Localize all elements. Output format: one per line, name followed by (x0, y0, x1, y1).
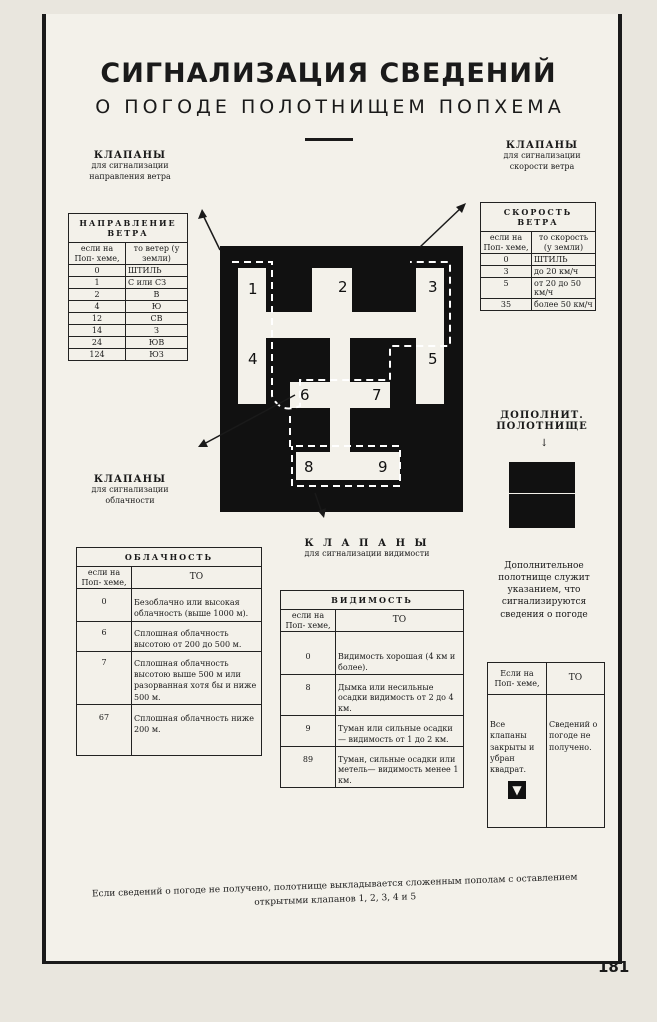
row-value: Видимость хорошая (4 км и более). (336, 632, 464, 675)
caption-title: ДОПОЛНИТ. ПОЛОТНИЩЕ (496, 410, 588, 432)
extra-table (487, 662, 605, 828)
row-code: 0 (281, 632, 336, 675)
col-then: ТО (336, 610, 464, 632)
row-code: 0 (69, 265, 126, 277)
row-value: СВ (126, 313, 188, 325)
row-code: 2 (69, 289, 126, 301)
cloud-table (76, 547, 262, 756)
flap-number: 2 (338, 278, 348, 296)
row-code: 0 (481, 254, 532, 266)
flap-number: 1 (248, 280, 258, 298)
row-value: Ю (126, 301, 188, 313)
col-if: если на Поп- хеме, (481, 232, 532, 254)
wind-direction-caption (70, 150, 190, 183)
page-title: СИГНАЛИЗАЦИЯ СВЕДЕНИЙ (100, 58, 557, 89)
table-header: НАПРАВЛЕНИЕ ВЕТРА (69, 214, 188, 243)
extra-panel (509, 462, 575, 528)
row-value: В (126, 289, 188, 301)
pointer-arrows (180, 195, 480, 525)
row-code: 7 (77, 651, 132, 704)
extra-note: Дополнительное полотнище служит указанием, что сигнализируются сведения о погоде (498, 561, 590, 620)
wind-direction-table (68, 213, 188, 361)
row-value: З (126, 325, 188, 337)
table-header: СКОРОСТЬ ВЕТРА (481, 203, 596, 232)
row-value: Сплошная облачность ниже 200 м. (132, 704, 262, 755)
row-value: Туман или сильные осадки — видимость от 1 до 2 км. (336, 716, 464, 747)
wind-speed-table (480, 202, 596, 311)
caption-title: КЛАПАНЫ (93, 474, 167, 485)
visibility-caption (262, 538, 472, 560)
col-then: ТО (547, 663, 605, 695)
row-code: 0 (77, 589, 132, 621)
row-then: Сведений о погоде не получено. (547, 695, 605, 828)
page-subtitle: О ПОГОДЕ ПОЛОТНИЩЕМ ПОПХЕМА (95, 96, 565, 118)
row-value: от 20 до 50 км/ч (532, 278, 596, 299)
extra-panel-caption (487, 410, 597, 432)
row-code: 14 (69, 325, 126, 337)
row-code: 8 (281, 674, 336, 715)
flap-number: 3 (428, 278, 438, 296)
title-divider (305, 138, 353, 141)
row-code: 1 (69, 277, 126, 289)
down-arrow-icon: ↓ (540, 438, 549, 449)
footer-note: Если сведений о погоде не получено, полотнище выкладывается сложенным пополам с оставлением открытыми клапанов 1, 2, 3, 4 и 5 (91, 872, 578, 908)
row-if (488, 695, 547, 828)
caption-title: К Л А П А Н Ы (304, 538, 430, 549)
row-code: 9 (281, 716, 336, 747)
col-then: ТО (132, 567, 262, 589)
row-value: ШТИЛЬ (532, 254, 596, 266)
wind-speed-caption (483, 140, 601, 173)
row-value: до 20 км/ч (532, 266, 596, 278)
flap-number: 4 (248, 350, 258, 368)
table-header: ОБЛАЧНОСТЬ (77, 548, 262, 567)
row-code: 5 (481, 278, 532, 299)
row-code: 124 (69, 349, 126, 361)
folded-panel-icon: ▼ (508, 781, 526, 799)
col-if: если на Поп- хеме, (69, 243, 126, 265)
page-number: 181 (598, 958, 630, 976)
row-code: 4 (69, 301, 126, 313)
flap-number: 8 (304, 458, 314, 476)
col-if: Если на Поп- хеме, (488, 663, 547, 695)
flap-number: 6 (300, 386, 310, 404)
row-value: Безоблачно или высокая облачность (выше 1000 м). (132, 589, 262, 621)
row-code: 24 (69, 337, 126, 349)
caption-title: КЛАПАНЫ (505, 140, 579, 151)
flap-number: 7 (372, 386, 382, 404)
caption-title: КЛАПАНЫ (93, 150, 167, 161)
caption-sub: для сигнализации видимости (304, 549, 430, 558)
col-if: если на Поп- хеме, (77, 567, 132, 589)
col-if: если на Поп- хеме, (281, 610, 336, 632)
cloud-caption (70, 474, 190, 507)
table-header: ВИДИМОСТЬ (281, 591, 464, 610)
col-then: то ветер (у земли) (126, 243, 188, 265)
caption-sub: для сигнализации направления ветра (89, 161, 171, 181)
visibility-table (280, 590, 464, 788)
row-code: 6 (77, 621, 132, 651)
row-value: ЮЗ (126, 349, 188, 361)
row-value: Сплошная облачность высотою выше 500 м или разорванная хотя бы и ниже 500 м. (132, 651, 262, 704)
flap-number: 5 (428, 350, 438, 368)
flap-number: 9 (378, 458, 388, 476)
col-then: то скорость (у земли) (532, 232, 596, 254)
caption-sub: для сигнализации скорости ветра (503, 151, 581, 171)
row-code: 35 (481, 299, 532, 311)
row-value: ЮВ (126, 337, 188, 349)
row-value: Туман, сильные осадки или метель— видимость менее 1 км. (336, 746, 464, 787)
row-value: более 50 км/ч (532, 299, 596, 311)
row-value: ШТИЛЬ (126, 265, 188, 277)
row-value: Дымка или несильные осадки видимость от 2 до 4 км. (336, 674, 464, 715)
row-value: С или СЗ (126, 277, 188, 289)
row-code: 12 (69, 313, 126, 325)
row-code: 67 (77, 704, 132, 755)
caption-sub: для сигнализации облачности (91, 485, 169, 505)
row-value: Сплошная облачность высотою от 200 до 500 м. (132, 621, 262, 651)
row-code: 3 (481, 266, 532, 278)
row-code: 89 (281, 746, 336, 787)
row-if-text: Все клапаны закрыты и убран квадрат. (490, 720, 535, 774)
